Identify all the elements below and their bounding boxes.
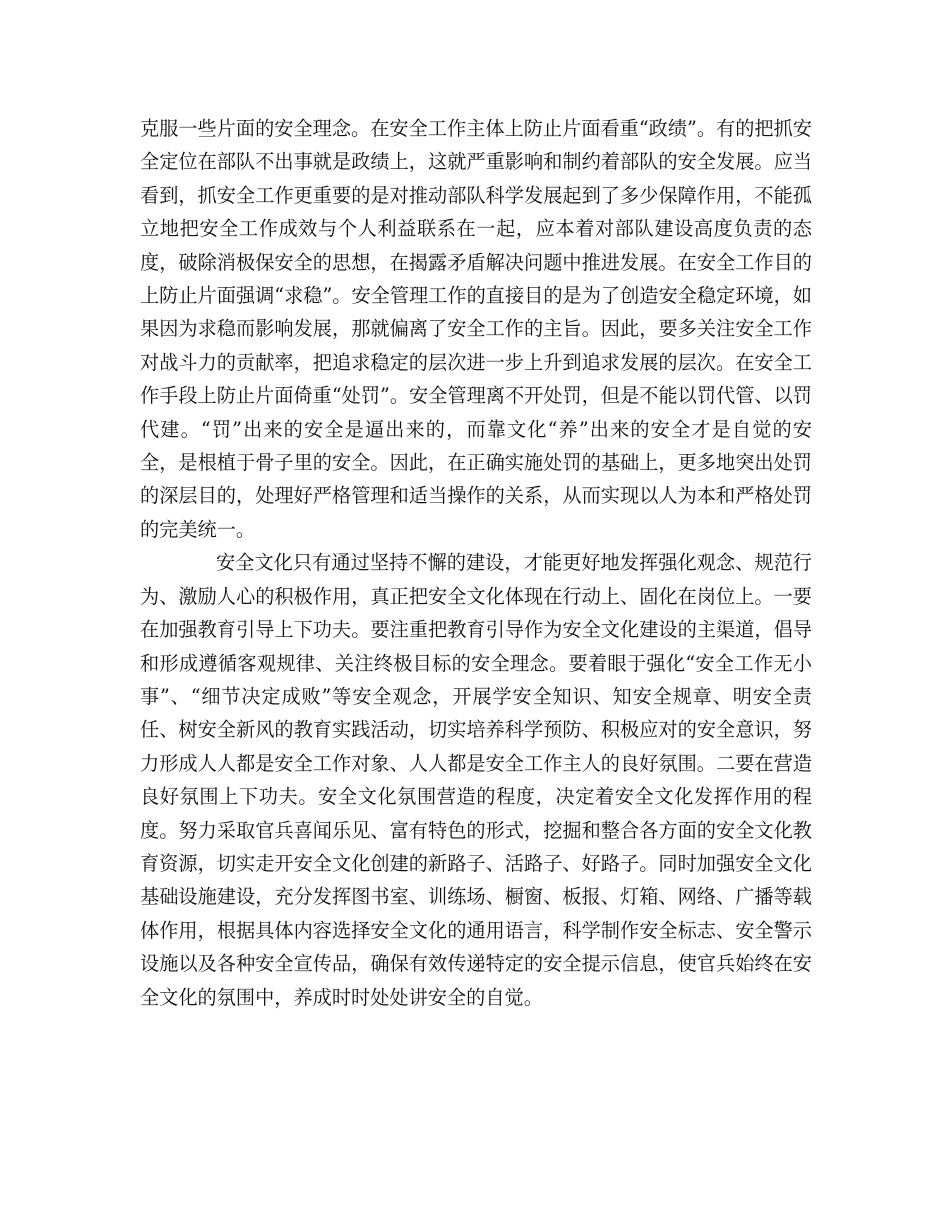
paragraph-2: 安全文化只有通过坚持不懈的建设，才能更好地发挥强化观念、规范行为、激励人心的积极作用，真正把安全文化体现在行动上、固化在岗位上。一要在加强教育引导上下功夫。要注重把教育引导作为安全文化建设的主渠道，倡导和形成遵循客观规律、关注终极目标的安全理念。要着眼于强化“安全工作无小事”、“细节决定成败”等安全观念，开展学安全知识、知安全规章、明安全责任、树安全新风的教育实践活动，切实培养科学预防、积极应对的安全意识，努力形成人人都是安全工作对象、人人都是安全工作主人的良好氛围。二要在营造良好氛围上下功夫。安全文化氛围营造的程度，决定着安全文化发挥作用的程度。努力采取官兵喜闻乐见、富有特色的形式，挖掘和整合各方面的安全文化教育资源，切实走开安全文化创建的新路子、活路子、好路子。同时加强安全文化基础设施建设，充分发挥图书室、训练场、橱窗、板报、灯箱、网络、广播等载体作用，根据具体内容选择安全文化的通用语言，科学制作安全标志、安全警示设施以及各种安全宣传品，确保有效传递特定的安全提示信息，使官兵始终在安全文化的氛围中，养成时时处处讲安全的自觉。 xyxy=(140,551,812,1009)
document-body xyxy=(140,112,812,1014)
paragraph-1: 克服一些片面的安全理念。在安全工作主体上防止片面看重“政绩”。有的把抓安全定位在部队不出事就是政绩上，这就严重影响和制约着部队的安全发展。应当看到，抓安全工作更重要的是对推动部队科学发展起到了多少保障作用，不能孤立地把安全工作成效与个人利益联系在一起，应本着对部队建设高度负责的态度，破除消极保安全的思想，在揭露矛盾解决问题中推进发展。在安全工作目的上防止片面强调“求稳”。安全管理工作的直接目的是为了创造安全稳定环境，如果因为求稳而影响发展，那就偏离了安全工作的主旨。因此，要多关注安全工作对战斗力的贡献率，把追求稳定的层次进一步上升到追求发展的层次。在安全工作手段上防止片面倚重“处罚”。安全管理离不开处罚，但是不能以罚代管、以罚代建。“罚”出来的安全是逼出来的，而靠文化“养”出来的安全才是自觉的安全，是根植于骨子里的安全。因此，在正确实施处罚的基础上，更多地突出处罚的深层目的，处理好严格管理和适当操作的关系，从而实现以人为本和严格处罚的完美统一。 xyxy=(140,117,812,541)
